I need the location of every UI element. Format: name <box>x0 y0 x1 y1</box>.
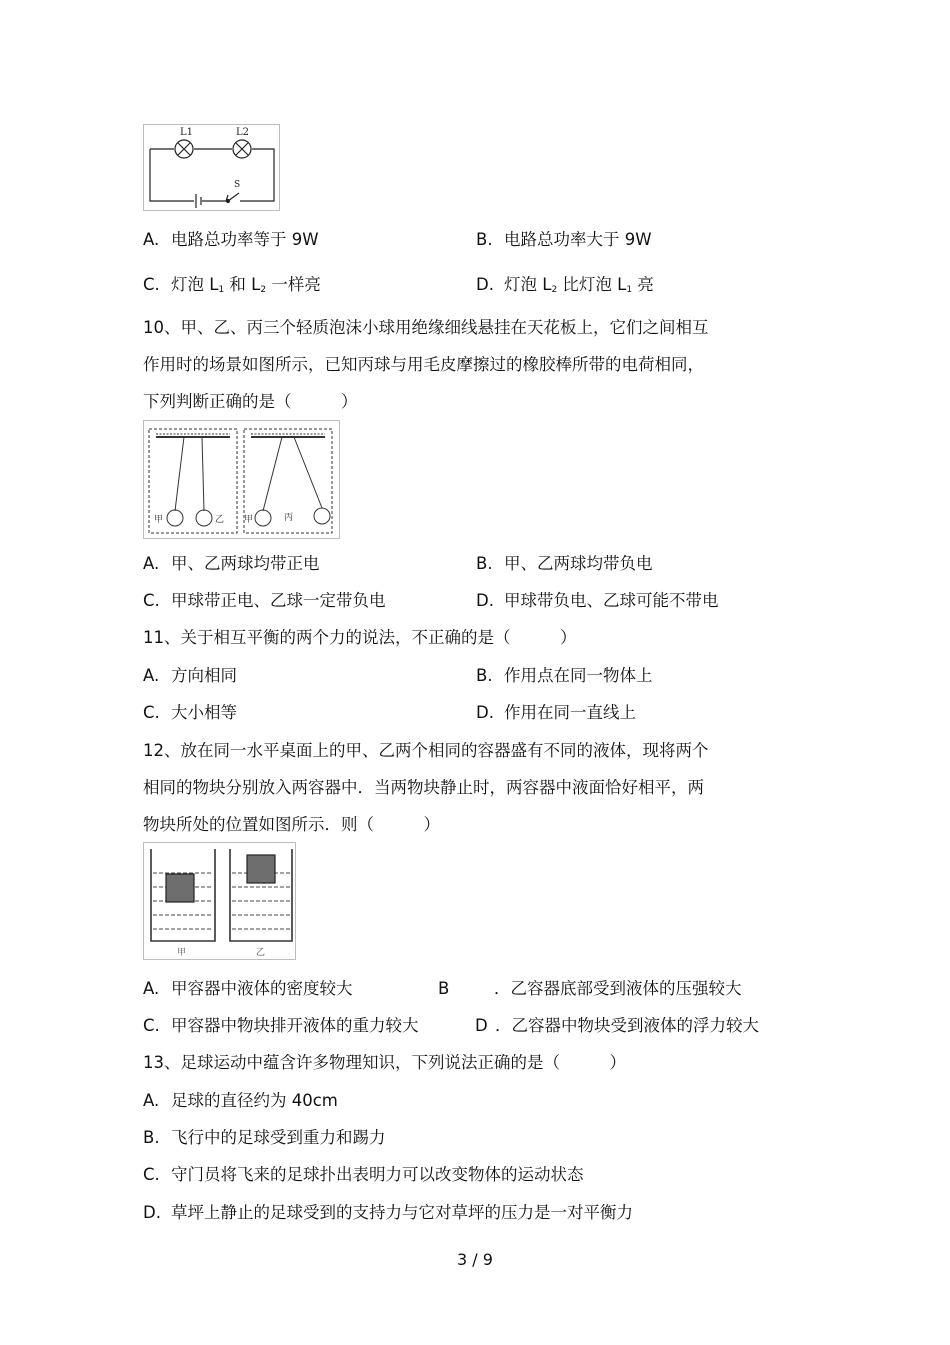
option-label: A. <box>143 554 160 573</box>
q11-stem: 11、关于相互平衡的两个力的说法，不正确的是（ ） <box>143 628 577 647</box>
q9-option-a <box>143 226 319 250</box>
q10-option-c <box>143 587 386 611</box>
q13-option-c <box>143 1161 584 1185</box>
pendulum-figure <box>143 420 340 539</box>
option-text: 电路总功率等于 9W <box>171 230 319 249</box>
option-text: 电路总功率大于 9W <box>504 230 652 249</box>
option-text: 守门员将飞来的足球扑出表明力可以改变物体的运动状态 <box>171 1165 584 1184</box>
q13-option-b <box>143 1124 386 1148</box>
page-number: 3 / 9 <box>457 1250 493 1269</box>
option-label: C. <box>143 1016 160 1035</box>
q12-option-c <box>143 1012 419 1036</box>
q12-stem-line-1: 12、放在同一水平桌面上的甲、乙两个相同的容器盛有不同的液体，现将两个 <box>143 741 709 760</box>
subscript: 1 <box>218 285 225 295</box>
option-text: ．乙容器底部受到液体的压强较大 <box>494 979 742 998</box>
q11-option-b <box>476 662 653 686</box>
option-text: 甲、乙两球均带负电 <box>504 554 653 573</box>
ball-label-yi: 乙 <box>215 515 225 525</box>
subscript: 2 <box>551 285 558 295</box>
q9-option-c <box>143 271 321 295</box>
option-text-mid: 和 L <box>224 275 261 294</box>
option-text: 方向相同 <box>171 666 237 685</box>
q12-stem-line-2: 相同的物块分别放入两容器中．当两物块静止时，两容器中液面恰好相平，两 <box>143 778 704 797</box>
q13-option-d <box>143 1199 633 1223</box>
subscript: 1 <box>626 285 633 295</box>
option-text: 甲容器中液体的密度较大 <box>171 979 353 998</box>
option-text: 甲球带负电、乙球可能不带电 <box>504 591 719 610</box>
container-label-yi: 乙 <box>256 948 266 958</box>
option-label: B. <box>476 230 493 249</box>
q13-stem: 13、足球运动中蕴含许多物理知识，下列说法正确的是（ ） <box>143 1053 626 1072</box>
option-label: B. <box>143 1128 160 1147</box>
option-label: A. <box>143 230 160 249</box>
q9-option-b <box>476 226 652 250</box>
option-label: D <box>475 1016 488 1035</box>
option-text: 大小相等 <box>171 703 237 722</box>
option-text-pre: 灯泡 L <box>504 275 552 294</box>
option-text-pre: 灯泡 L <box>171 275 219 294</box>
q13-option-a <box>143 1087 338 1111</box>
option-text-post: 一样亮 <box>266 275 321 294</box>
option-text: 飞行中的足球受到重力和踢力 <box>171 1128 386 1147</box>
option-label: A. <box>143 979 160 998</box>
q10-option-a <box>143 550 320 574</box>
q10-stem-line-2: 作用时的场景如图所示，已知丙球与用毛皮摩擦过的橡胶棒所带的电荷相同， <box>143 355 704 374</box>
q12-option-a <box>143 975 353 999</box>
option-label: C. <box>143 591 160 610</box>
ball-label-jia: 甲 <box>154 515 164 525</box>
option-label: B <box>438 979 450 998</box>
option-label: C. <box>143 1165 160 1184</box>
option-text: 足球的直径约为 40cm <box>171 1091 338 1110</box>
container-figure <box>143 842 296 960</box>
option-label: D. <box>143 1203 161 1222</box>
q12-stem-line-3: 物块所处的位置如图所示．则（ ） <box>143 815 440 834</box>
option-label: D. <box>476 275 494 294</box>
circuit-figure <box>143 124 280 211</box>
q11-option-a <box>143 662 237 686</box>
q10-option-b <box>476 550 653 574</box>
circuit-label-l1: L1 <box>180 127 194 138</box>
circuit-label-s: S <box>234 180 241 190</box>
option-text: 甲容器中物块排开液体的重力较大 <box>171 1016 419 1035</box>
container-label-jia: 甲 <box>177 948 187 958</box>
option-text: 草坪上静止的足球受到的支持力与它对草坪的压力是一对平衡力 <box>171 1203 633 1222</box>
option-label: D. <box>476 703 494 722</box>
option-label: B. <box>476 666 493 685</box>
option-label: A. <box>143 666 160 685</box>
option-label: B. <box>476 554 493 573</box>
q10-stem-line-3: 下列判断正确的是（ ） <box>143 392 358 411</box>
q9-option-d <box>476 271 654 295</box>
option-text: 甲球带正电、乙球一定带负电 <box>171 591 386 610</box>
q12-option-d <box>475 1012 759 1036</box>
option-text-mid: 比灯泡 L <box>557 275 627 294</box>
q12-option-b <box>438 975 742 999</box>
ball-label-bing: 丙 <box>284 513 294 523</box>
option-label: C. <box>143 275 160 294</box>
option-text: 甲、乙两球均带正电 <box>171 554 320 573</box>
subscript: 2 <box>260 285 267 295</box>
circuit-label-l2: L2 <box>236 127 250 138</box>
option-text-post: 亮 <box>632 275 654 294</box>
option-text: ．乙容器中物块受到液体的浮力较大 <box>495 1016 759 1035</box>
q11-option-d <box>476 699 636 723</box>
q10-option-d <box>476 587 719 611</box>
option-label: A. <box>143 1091 160 1110</box>
option-text: 作用在同一直线上 <box>504 703 636 722</box>
q10-stem-line-1: 10、甲、乙、丙三个轻质泡沫小球用绝缘细线悬挂在天花板上，它们之间相互 <box>143 318 709 337</box>
option-text: 作用点在同一物体上 <box>504 666 653 685</box>
option-label: C. <box>143 703 160 722</box>
ball-label-jia-2: 甲 <box>244 515 254 525</box>
option-label: D. <box>476 591 494 610</box>
q11-option-c <box>143 699 237 723</box>
